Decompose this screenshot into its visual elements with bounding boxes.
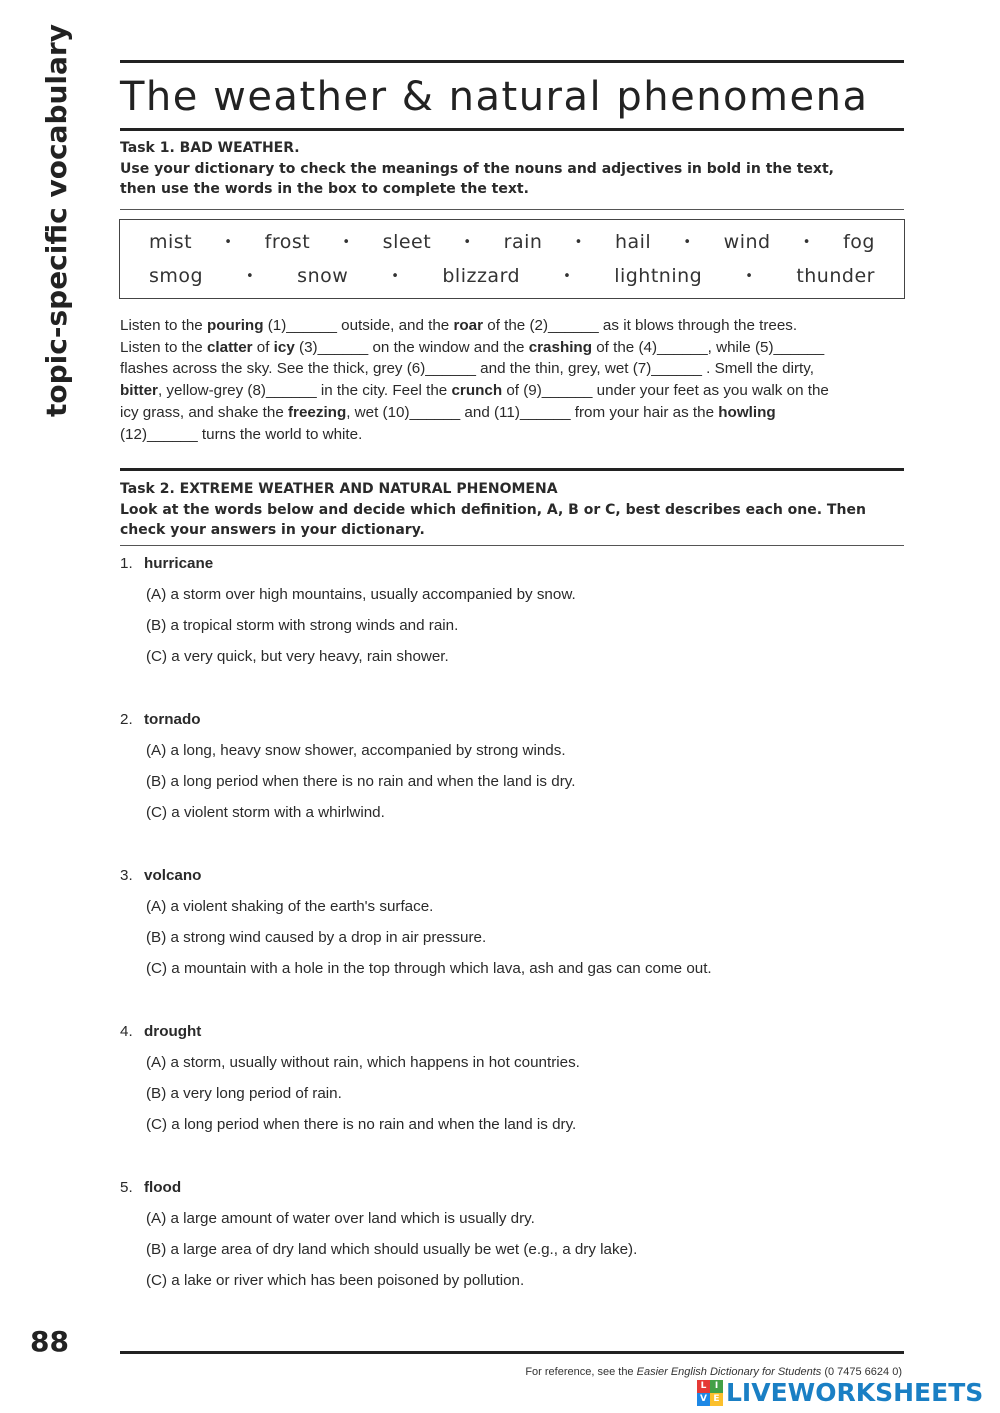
question-heading xyxy=(120,1023,201,1040)
sidebar-title: topic-specific vocabulary xyxy=(40,24,73,417)
passage-text: flashes across the sky. See the thick, grey (6)______ and the thin, grey, wet (7)______ . Smell the dirty, xyxy=(120,360,814,378)
bold-term: crashing xyxy=(528,338,592,356)
answer-option[interactable]: (A) a violent shaking of the earth's surface. xyxy=(146,898,434,915)
liveworksheets-logo-icon xyxy=(697,1380,723,1406)
task2-instruction-line: Look at the words below and decide which definition, A, B or C, best describes each one. Then xyxy=(120,501,866,518)
word-box-word: frost xyxy=(264,231,311,253)
footer-rule xyxy=(120,1351,904,1354)
word-box-word: wind xyxy=(723,231,771,253)
question-heading xyxy=(120,1179,181,1196)
word-box-word: sleet xyxy=(382,231,432,253)
bullet-separator: • xyxy=(463,234,472,250)
answer-option[interactable]: (B) a tropical storm with strong winds and rain. xyxy=(146,617,459,634)
question-heading xyxy=(120,867,201,884)
task1-rule xyxy=(120,209,904,210)
word-box-row xyxy=(149,231,875,253)
bold-term: clatter xyxy=(206,338,253,356)
passage-text: of the (2)______ as it blows through the trees. xyxy=(483,317,798,334)
question-heading xyxy=(120,711,201,728)
bullet-separator: • xyxy=(802,234,811,250)
bullet-separator: • xyxy=(745,268,754,284)
question-word: volcano xyxy=(144,867,202,884)
task1-heading: Task 1. BAD WEATHER. xyxy=(120,140,300,156)
dictionary-title: Easier English Dictionary for Students xyxy=(636,1366,822,1378)
answer-option[interactable]: (C) a violent storm with a whirlwind. xyxy=(146,804,385,821)
answer-option[interactable]: (B) a strong wind caused by a drop in air pressure. xyxy=(146,929,487,946)
bold-term: icy xyxy=(273,338,295,356)
bullet-separator: • xyxy=(391,268,400,284)
bullet-separator: • xyxy=(342,234,351,250)
word-box-word: thunder xyxy=(796,265,875,287)
liveworksheets-text: LIVEWORKSHEETS xyxy=(726,1378,984,1407)
answer-option[interactable]: (C) a mountain with a hole in the top through which lava, ash and gas can come out. xyxy=(146,960,712,977)
passage-text: of the (4)______, while (5)______ xyxy=(592,338,825,356)
task1-instruction-line: then use the words in the box to complete the text. xyxy=(120,181,529,197)
answer-option[interactable]: (C) a long period when there is no rain and when the land is dry. xyxy=(146,1116,577,1133)
logo-letter: L xyxy=(697,1380,710,1393)
question-word: tornado xyxy=(144,711,201,728)
logo-letter: E xyxy=(710,1393,723,1406)
passage-text: Listen to the xyxy=(120,317,207,334)
question-number: 3. xyxy=(120,867,133,884)
passage-text: , wet (10)______ and (11)______ from your hair as the xyxy=(346,403,719,421)
word-box-row xyxy=(149,265,875,287)
bold-term: howling xyxy=(718,403,776,421)
question-item xyxy=(120,867,712,977)
question-number: 4. xyxy=(120,1023,133,1040)
top-rule xyxy=(120,60,904,63)
answer-option[interactable]: (A) a storm over high mountains, usually accompanied by snow. xyxy=(146,586,576,603)
answer-option[interactable]: (A) a storm, usually without rain, which happens in hot countries. xyxy=(146,1054,580,1071)
word-box-word: smog xyxy=(149,265,204,287)
bold-term: crunch xyxy=(451,382,503,400)
passage-line xyxy=(120,424,910,446)
task1-instruction-line: Use your dictionary to check the meanings of the nouns and adjectives in bold in the text, xyxy=(120,160,834,177)
passage-text: of (9)______ under your feet as you walk on the xyxy=(502,382,829,400)
bold-term: bitter xyxy=(120,382,158,400)
question-number: 1. xyxy=(120,555,133,572)
title-rule xyxy=(120,128,904,131)
question-item xyxy=(120,711,576,821)
question-number: 5. xyxy=(120,1179,133,1196)
passage-text: Listen to the xyxy=(120,338,207,356)
passage-line xyxy=(120,358,910,380)
answer-option[interactable]: (B) a long period when there is no rain and when the land is dry. xyxy=(146,773,576,790)
answer-option[interactable]: (B) a large area of dry land which should usually be wet (e.g., a dry lake). xyxy=(146,1241,638,1258)
passage-text: of xyxy=(252,338,274,356)
word-box-word: fog xyxy=(843,231,875,253)
page-title: The weather & natural phenomena xyxy=(120,74,869,120)
task2-rule-top xyxy=(120,468,904,471)
bullet-separator: • xyxy=(574,234,583,250)
question-item xyxy=(120,555,576,665)
task2-rule xyxy=(120,545,904,546)
cloze-passage xyxy=(120,315,910,445)
liveworksheets-watermark xyxy=(697,1378,983,1407)
passage-text: (1)______ outside, and the xyxy=(263,317,454,334)
page-number: 88 xyxy=(30,1325,69,1358)
task2-instruction-line: check your answers in your dictionary. xyxy=(120,522,425,538)
bold-term: freezing xyxy=(288,403,347,421)
task2-heading: Task 2. EXTREME WEATHER AND NATURAL PHENOMENA xyxy=(120,481,558,497)
answer-option[interactable]: (A) a long, heavy snow shower, accompanied by strong winds. xyxy=(146,742,566,759)
bold-term: pouring xyxy=(206,317,264,334)
word-box-word: mist xyxy=(149,231,193,253)
answer-option[interactable]: (B) a very long period of rain. xyxy=(146,1085,342,1102)
bullet-separator: • xyxy=(246,268,255,284)
logo-letter: I xyxy=(710,1380,723,1393)
question-word: flood xyxy=(144,1179,182,1196)
answer-option[interactable]: (C) a lake or river which has been poisoned by pollution. xyxy=(146,1272,525,1289)
passage-line xyxy=(120,380,910,402)
question-number: 2. xyxy=(120,711,133,728)
bullet-separator: • xyxy=(224,234,233,250)
bullet-separator: • xyxy=(563,268,572,284)
bullet-separator: • xyxy=(683,234,692,250)
question-item xyxy=(120,1179,638,1289)
word-box-word: lightning xyxy=(614,265,703,287)
answer-option[interactable]: (A) a large amount of water over land which is usually dry. xyxy=(146,1210,535,1227)
task2-header xyxy=(120,479,904,541)
answer-option[interactable]: (C) a very quick, but very heavy, rain shower. xyxy=(146,648,449,665)
passage-text: (3)______ on the window and the xyxy=(294,338,529,356)
question-word: drought xyxy=(144,1023,202,1040)
bold-term: roar xyxy=(453,317,484,334)
word-box xyxy=(119,219,905,299)
task1-header xyxy=(120,138,904,200)
word-box-word: rain xyxy=(503,231,543,253)
word-box-word: blizzard xyxy=(442,265,521,287)
passage-line xyxy=(120,402,910,424)
reference-note: For reference, see the Easier English Dictionary for Students (0 7475 6624 0) xyxy=(525,1366,902,1378)
question-word: hurricane xyxy=(144,555,214,572)
passage-text: icy grass, and shake the xyxy=(120,403,288,421)
word-box-word: snow xyxy=(297,265,349,287)
logo-letter: V xyxy=(697,1393,710,1406)
passage-line xyxy=(120,337,910,359)
question-item xyxy=(120,1023,580,1133)
passage-text: (12)______ turns the world to white. xyxy=(120,425,363,443)
passage-text: , yellow-grey (8)______ in the city. Feel the xyxy=(157,382,452,400)
passage-line xyxy=(120,315,910,337)
question-heading xyxy=(120,555,213,572)
word-box-word: hail xyxy=(614,231,652,253)
